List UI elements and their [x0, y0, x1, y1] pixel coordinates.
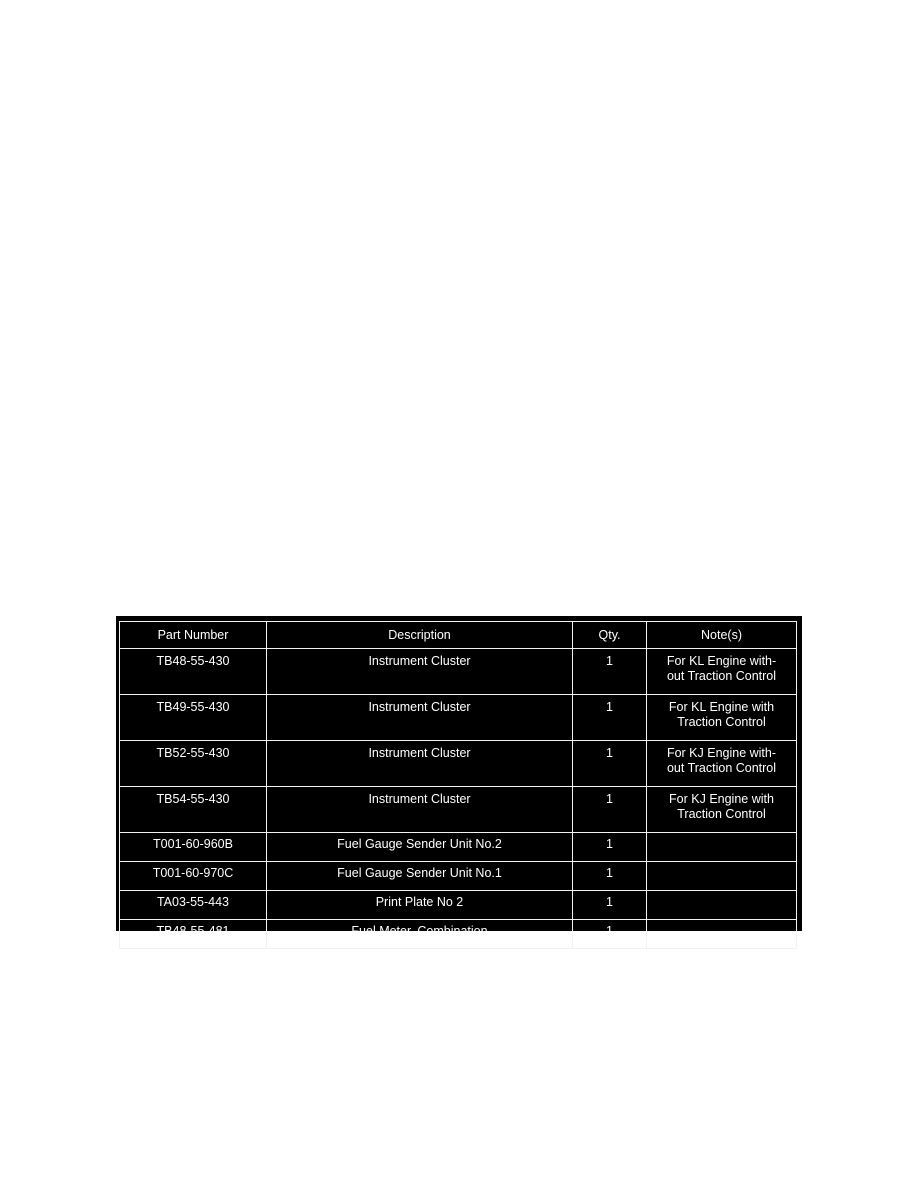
note-line: For KL Engine with- — [666, 654, 777, 668]
note-line: For KJ Engine with- — [666, 746, 777, 760]
table-row — [120, 695, 797, 741]
description-cell: Fuel Meter, Combination — [267, 920, 573, 949]
table-row — [120, 833, 797, 862]
description-cell: Instrument Cluster — [267, 695, 573, 741]
notes-cell — [647, 695, 797, 741]
table-row — [120, 862, 797, 891]
qty-cell: 1 — [573, 649, 647, 695]
header-description: Description — [267, 622, 573, 649]
qty-cell: 1 — [573, 833, 647, 862]
parts-table — [119, 621, 797, 949]
qty-cell: 1 — [573, 787, 647, 833]
description-cell: Fuel Gauge Sender Unit No.2 — [267, 833, 573, 862]
description-cell: Print Plate No 2 — [267, 891, 573, 920]
table-header-row — [120, 622, 797, 649]
part-number-cell: TB48-55-430 — [120, 649, 267, 695]
description-cell: Instrument Cluster — [267, 741, 573, 787]
notes-cell — [647, 649, 797, 695]
note-line: out Traction Control — [666, 761, 777, 775]
notes-cell — [647, 833, 797, 862]
notes-cell — [647, 862, 797, 891]
qty-cell: 1 — [573, 891, 647, 920]
table-row — [120, 649, 797, 695]
header-part-number: Part Number — [120, 622, 267, 649]
qty-cell: 1 — [573, 920, 647, 949]
part-number-cell: TB52-55-430 — [120, 741, 267, 787]
note-line: out Traction Control — [666, 669, 777, 683]
note-line: For KL Engine with — [668, 700, 775, 714]
description-cell: Instrument Cluster — [267, 649, 573, 695]
table-row — [120, 920, 797, 949]
table-row — [120, 787, 797, 833]
parts-table-panel — [116, 616, 802, 938]
notes-cell — [647, 920, 797, 949]
note-line: For KJ Engine with — [669, 792, 774, 806]
part-number-cell: T001-60-960B — [120, 833, 267, 862]
notes-cell — [647, 787, 797, 833]
header-qty: Qty. — [573, 622, 647, 649]
part-number-cell: TB48-55-481 — [120, 920, 267, 949]
part-number-cell: T001-60-970C — [120, 862, 267, 891]
table-row — [120, 891, 797, 920]
header-notes: Note(s) — [647, 622, 797, 649]
qty-cell: 1 — [573, 862, 647, 891]
qty-cell: 1 — [573, 741, 647, 787]
description-cell: Instrument Cluster — [267, 787, 573, 833]
part-number-cell: TB54-55-430 — [120, 787, 267, 833]
description-cell: Fuel Gauge Sender Unit No.1 — [267, 862, 573, 891]
note-line: Traction Control — [677, 715, 766, 729]
part-number-cell: TB49-55-430 — [120, 695, 267, 741]
qty-cell: 1 — [573, 695, 647, 741]
part-number-cell: TA03-55-443 — [120, 891, 267, 920]
table-row — [120, 741, 797, 787]
note-line: Traction Control — [677, 807, 766, 821]
notes-cell — [647, 741, 797, 787]
notes-cell — [647, 891, 797, 920]
